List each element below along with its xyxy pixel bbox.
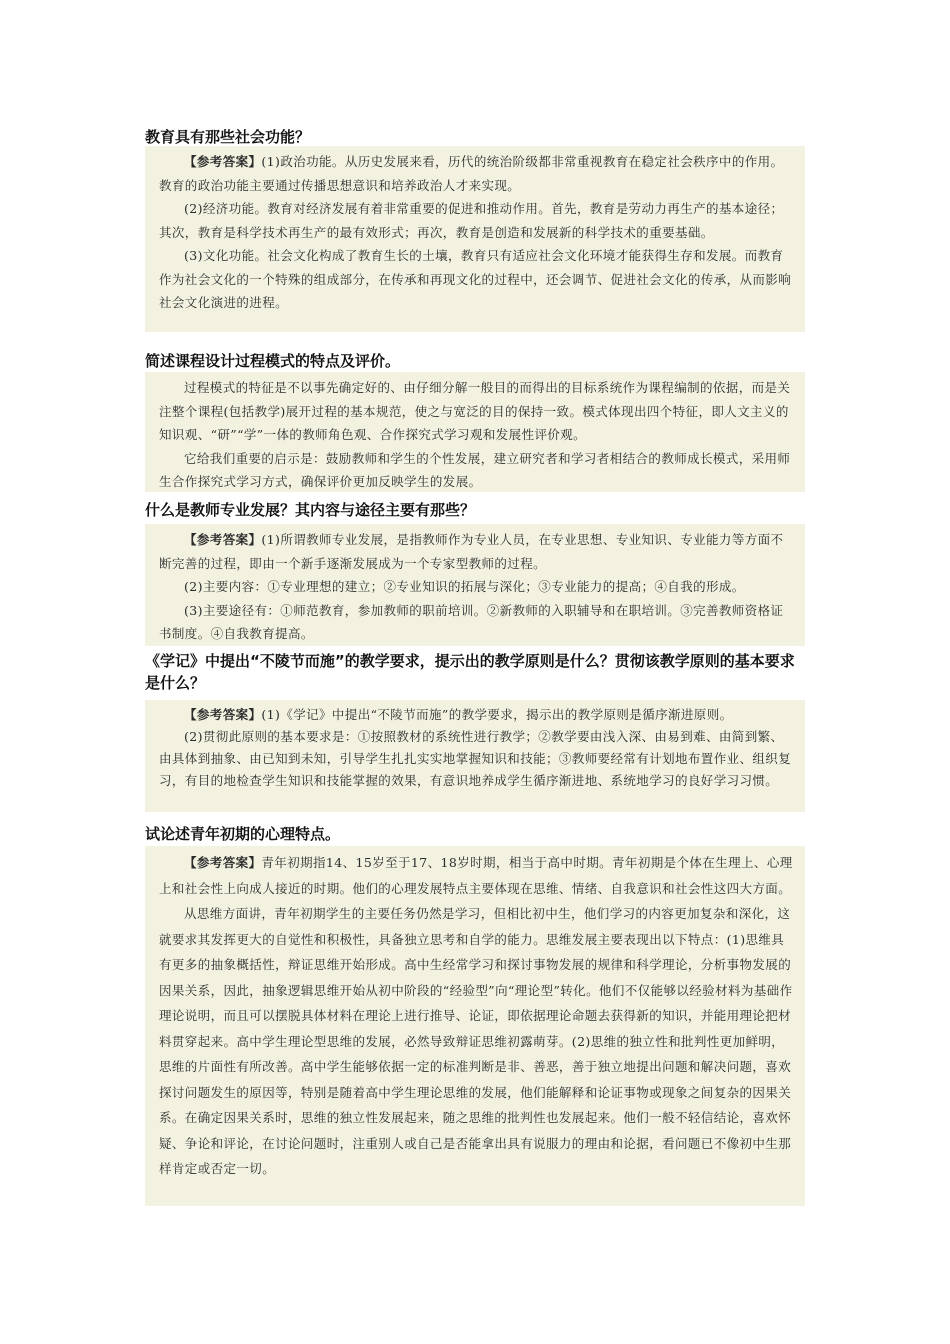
answer-block-5 (145, 846, 805, 1206)
answer-label: 【参考答案】 (184, 532, 262, 547)
question-heading-1: 教育具有那些社会功能？ (145, 128, 311, 146)
answer-paragraph: 从思维方面讲，青年初期学生的主要任务仍然是学习，但相比初中生，他们学习的内容更加复杂和深化，这就要求其发挥更大的自觉性和积极性，具备独立思考和自学的能力。思维发展主要表现出以下特点：(1)思维具有更多的抽象概括性，辩证思维开始形成。高中生经常学习和探讨事物发展的规律和科学理论，分析事物发展的因果关系，因此，抽象逻辑思维开始从初中阶段的“经验型”向“理论型”转化。他们不仅能够以经验材料为基础作理论说明，而且可以摆脱具体材料在理论上进行推导、论证，即依据理论命题去获得新的知识，并能用理论把材料贯穿起来。高中学生理论型思维的发展，必然导致辩证思维初露萌芽。(2)思维的独立性和批判性更加鲜明，思维的片面性有所改善。高中学生能够依据一定的标准判断是非、善恶，善于独立地提出问题和解决问题，喜欢探讨问题发生的原因等，特别是随着高中学生理论思维的发展，他们能解释和论证事物或现象之间复杂的因果关系。在确定因果关系时，思维的独立性发展起来，随之思维的批判性也发展起来。他们一般不轻信结论，喜欢怀疑、争论和评论，在讨论问题时，注重别人或自己是否能拿出具有说服力的理由和论据，看问题已不像初中生那样肯定或否定一切。 (159, 906, 793, 1176)
answer-paragraph: (2)贯彻此原则的基本要求是：①按照教材的系统性进行教学；②教学要由浅入深、由易到难、由简到繁、由具体到抽象、由已知到未知，引导学生扎扎实实地掌握知识和技能；③教师要经常有计划地布置作业、组织复习，有目的地检查学生知识和技能掌握的效果，有意识地养成学生循序渐进地、系统地学习的良好学习习惯。 (159, 729, 792, 788)
answer-paragraph: (3)主要途径有：①师范教育，参加教师的职前培训。②新教师的入职辅导和在职培训。③完善教师资格证书制度。④自我教育提高。 (159, 602, 784, 641)
answer-paragraph: 【参考答案】(1)政治功能。从历史发展来看，历代的统治阶级都非常重视教育在稳定社会秩序中的作用。教育的政治功能主要通过传播思想意识和培养政治人才来实现。 (159, 154, 784, 193)
answer-paragraph: (2)主要内容：①专业理想的建立；②专业知识的拓展与深化；③专业能力的提高；④自我的形成。 (184, 579, 745, 594)
question-heading-5: 试论述青年初期的心理特点。 (145, 825, 341, 843)
answer-paragraph: 【参考答案】(1)《学记》中提出“不陵节而施”的教学要求，揭示出的教学原则是循序渐进原则。 (184, 707, 733, 722)
answer-block-3 (145, 524, 805, 646)
answer-label: 【参考答案】 (184, 855, 262, 870)
question-heading-2: 简述课程设计过程模式的特点及评价。 (145, 352, 401, 370)
answer-paragraph: 【参考答案】(1)所谓教师专业发展，是指教师作为专业人员，在专业思想、专业知识、专业能力等方面不断完善的过程，即由一个新手逐渐发展成为一个专家型教师的过程。 (159, 532, 784, 571)
answer-block-4 (145, 700, 805, 812)
answer-paragraph: (2)经济功能。教育对经济发展有着非常重要的促进和推动作用。首先，教育是劳动力再生产的基本途径；其次，教育是科学技术再生产的最有效形式；再次，教育是创造和发展新的科学技术的重要基础。 (159, 201, 784, 240)
answer-block-2 (145, 372, 805, 492)
question-heading-3: 什么是教师专业发展？其内容与途径主要有那些？ (145, 501, 476, 519)
answer-paragraph: 【参考答案】青年初期指14、15岁至于17、18岁时期，相当于高中时期。青年初期是个体在生理上、心理上和社会性上向成人接近的时期。他们的心理发展特点主要体现在思维、情绪、自我意识和社会性这四大方面。 (159, 855, 793, 896)
answer-label: 【参考答案】 (184, 154, 262, 169)
question-heading-4: 《学记》中提出“不陵节而施”的教学要求，提示出的教学原则是什么？贯彻该教学原则的基本要求是什么？ (145, 652, 795, 692)
answer-paragraph: (3)文化功能。社会文化构成了教育生长的土壤，教育只有适应社会文化环境才能获得生存和发展。而教育作为社会文化的一个特殊的组成部分，在传承和再现文化的过程中，还会调节、促进社会文化的传承，从而影响社会文化演进的进程。 (159, 248, 792, 310)
answer-block-1 (145, 146, 805, 332)
answer-paragraph: 它给我们重要的启示是：鼓励教师和学生的个性发展，建立研究者和学习者相结合的教师成长模式，采用师生合作探究式学习方式，确保评价更加反映学生的发展。 (159, 450, 791, 489)
answer-label: 【参考答案】 (184, 707, 262, 722)
answer-paragraph: 过程模式的特征是不以事先确定好的、由仔细分解一般目的而得出的目标系统作为课程编制的依据，而是关注整个课程(包括教学)展开过程的基本规范，使之与宽泛的目的保持一致。模式体现出四个特征，即人文主义的知识观、“研”“学”一体的教师角色观、合作探究式学习观和发展性评价观。 (159, 380, 791, 442)
